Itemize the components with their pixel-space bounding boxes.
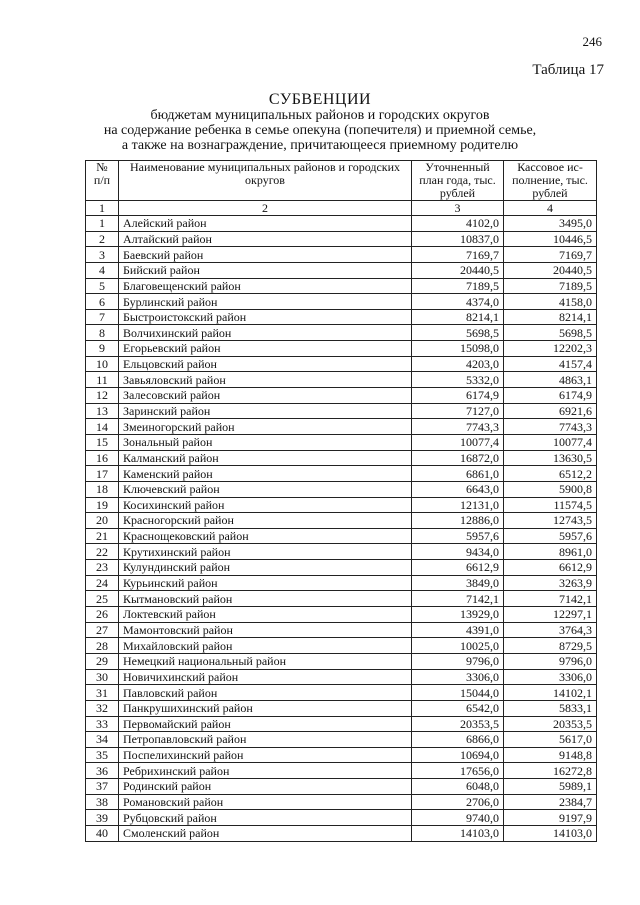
plan-value-cell: 12886,0 <box>412 513 504 529</box>
row-number-cell: 27 <box>86 622 119 638</box>
execution-value-cell: 5900,8 <box>504 481 597 497</box>
district-name-cell: Быстроистокский район <box>119 309 412 325</box>
row-number-cell: 32 <box>86 700 119 716</box>
plan-value-cell: 4374,0 <box>412 294 504 310</box>
table-row <box>86 591 597 607</box>
execution-value-cell: 12202,3 <box>504 341 597 357</box>
page-number: 246 <box>582 34 602 49</box>
execution-value-cell: 4157,4 <box>504 356 597 372</box>
plan-value-cell: 13929,0 <box>412 607 504 623</box>
table-row <box>86 622 597 638</box>
row-number-cell: 21 <box>86 528 119 544</box>
execution-value-cell: 6921,6 <box>504 403 597 419</box>
row-number-cell: 11 <box>86 372 119 388</box>
row-number-cell: 5 <box>86 278 119 294</box>
execution-value-cell: 12297,1 <box>504 607 597 623</box>
row-number-cell: 25 <box>86 591 119 607</box>
table-row <box>86 434 597 450</box>
execution-value-cell: 7189,5 <box>504 278 597 294</box>
plan-value-cell: 9740,0 <box>412 810 504 826</box>
execution-value-cell: 2384,7 <box>504 794 597 810</box>
plan-value-cell: 6174,9 <box>412 388 504 404</box>
title-block <box>0 92 640 153</box>
plan-value-cell: 2706,0 <box>412 794 504 810</box>
district-name-cell: Заринский район <box>119 403 412 419</box>
header-exec: Кассовое ис-полнение, тыс. рублей <box>504 161 597 201</box>
table-row <box>86 481 597 497</box>
execution-value-cell: 20440,5 <box>504 262 597 278</box>
table-header-row <box>86 161 597 201</box>
subtitle-line-2: на содержание ребенка в семье опекуна (попечителя) и приемной семье, <box>103 123 537 138</box>
plan-value-cell: 4203,0 <box>412 356 504 372</box>
row-number-cell: 18 <box>86 481 119 497</box>
plan-value-cell: 9796,0 <box>412 653 504 669</box>
district-name-cell: Немецкий национальный район <box>119 653 412 669</box>
execution-value-cell: 3263,9 <box>504 575 597 591</box>
table-row <box>86 544 597 560</box>
table-row <box>86 779 597 795</box>
district-name-cell: Кулундинский район <box>119 560 412 576</box>
district-name-cell: Каменский район <box>119 466 412 482</box>
execution-value-cell: 8961,0 <box>504 544 597 560</box>
table-row <box>86 669 597 685</box>
table-body <box>86 216 597 842</box>
table-row <box>86 247 597 263</box>
district-name-cell: Петропавловский район <box>119 732 412 748</box>
district-name-cell: Панкрушихинский район <box>119 700 412 716</box>
table-row <box>86 388 597 404</box>
row-number-cell: 26 <box>86 607 119 623</box>
plan-value-cell: 6643,0 <box>412 481 504 497</box>
district-name-cell: Егорьевский район <box>119 341 412 357</box>
district-name-cell: Волчихинский район <box>119 325 412 341</box>
column-index: 3 <box>412 201 504 216</box>
plan-value-cell: 6542,0 <box>412 700 504 716</box>
plan-value-cell: 7142,1 <box>412 591 504 607</box>
execution-value-cell: 3764,3 <box>504 622 597 638</box>
row-number-cell: 19 <box>86 497 119 513</box>
execution-value-cell: 9148,8 <box>504 747 597 763</box>
execution-value-cell: 4158,0 <box>504 294 597 310</box>
plan-value-cell: 20440,5 <box>412 262 504 278</box>
row-number-cell: 13 <box>86 403 119 419</box>
row-number-cell: 30 <box>86 669 119 685</box>
execution-value-cell: 3495,0 <box>504 216 597 232</box>
table-row <box>86 638 597 654</box>
district-name-cell: Новичихинский район <box>119 669 412 685</box>
table-row <box>86 732 597 748</box>
district-name-cell: Благовещенский район <box>119 278 412 294</box>
plan-value-cell: 6861,0 <box>412 466 504 482</box>
district-name-cell: Баевский район <box>119 247 412 263</box>
column-index: 2 <box>119 201 412 216</box>
table-row <box>86 216 597 232</box>
plan-value-cell: 7189,5 <box>412 278 504 294</box>
header-plan: Уточненный план года, тыс. рублей <box>412 161 504 201</box>
table-row <box>86 356 597 372</box>
plan-value-cell: 5332,0 <box>412 372 504 388</box>
district-name-cell: Первомайский район <box>119 716 412 732</box>
plan-value-cell: 9434,0 <box>412 544 504 560</box>
column-index-row <box>86 201 597 216</box>
plan-value-cell: 12131,0 <box>412 497 504 513</box>
district-name-cell: Поспелихинский район <box>119 747 412 763</box>
row-number-cell: 36 <box>86 763 119 779</box>
row-number-cell: 38 <box>86 794 119 810</box>
execution-value-cell: 6512,2 <box>504 466 597 482</box>
subventions-table <box>85 160 597 842</box>
district-name-cell: Алтайский район <box>119 231 412 247</box>
table-row <box>86 513 597 529</box>
execution-value-cell: 13630,5 <box>504 450 597 466</box>
plan-value-cell: 4391,0 <box>412 622 504 638</box>
row-number-cell: 20 <box>86 513 119 529</box>
table-row <box>86 497 597 513</box>
column-index: 4 <box>504 201 597 216</box>
plan-value-cell: 4102,0 <box>412 216 504 232</box>
district-name-cell: Романовский район <box>119 794 412 810</box>
district-name-cell: Кытмановский район <box>119 591 412 607</box>
district-name-cell: Родинский район <box>119 779 412 795</box>
row-number-cell: 4 <box>86 262 119 278</box>
row-number-cell: 37 <box>86 779 119 795</box>
row-number-cell: 28 <box>86 638 119 654</box>
execution-value-cell: 3306,0 <box>504 669 597 685</box>
row-number-cell: 39 <box>86 810 119 826</box>
row-number-cell: 16 <box>86 450 119 466</box>
execution-value-cell: 9796,0 <box>504 653 597 669</box>
district-name-cell: Крутихинский район <box>119 544 412 560</box>
execution-value-cell: 16272,8 <box>504 763 597 779</box>
row-number-cell: 33 <box>86 716 119 732</box>
table-row <box>86 528 597 544</box>
execution-value-cell: 5989,1 <box>504 779 597 795</box>
execution-value-cell: 5698,5 <box>504 325 597 341</box>
plan-value-cell: 20353,5 <box>412 716 504 732</box>
subtitle-line-1: бюджетам муниципальных районов и городских округов <box>150 108 490 123</box>
district-name-cell: Ребрихинский район <box>119 763 412 779</box>
plan-value-cell: 5698,5 <box>412 325 504 341</box>
execution-value-cell: 14102,1 <box>504 685 597 701</box>
table-row <box>86 278 597 294</box>
table-row <box>86 325 597 341</box>
execution-value-cell: 8214,1 <box>504 309 597 325</box>
execution-value-cell: 6174,9 <box>504 388 597 404</box>
row-number-cell: 14 <box>86 419 119 435</box>
table-row <box>86 747 597 763</box>
row-number-cell: 3 <box>86 247 119 263</box>
district-name-cell: Красногорский район <box>119 513 412 529</box>
row-number-cell: 34 <box>86 732 119 748</box>
row-number-cell: 24 <box>86 575 119 591</box>
execution-value-cell: 5957,6 <box>504 528 597 544</box>
plan-value-cell: 5957,6 <box>412 528 504 544</box>
plan-value-cell: 10837,0 <box>412 231 504 247</box>
plan-value-cell: 15098,0 <box>412 341 504 357</box>
district-name-cell: Змеиногорский район <box>119 419 412 435</box>
row-number-cell: 10 <box>86 356 119 372</box>
district-name-cell: Павловский район <box>119 685 412 701</box>
execution-value-cell: 7169,7 <box>504 247 597 263</box>
table-row <box>86 419 597 435</box>
row-number-cell: 6 <box>86 294 119 310</box>
row-number-cell: 8 <box>86 325 119 341</box>
execution-value-cell: 12743,5 <box>504 513 597 529</box>
plan-value-cell: 17656,0 <box>412 763 504 779</box>
district-name-cell: Бийский район <box>119 262 412 278</box>
district-name-cell: Косихинский район <box>119 497 412 513</box>
execution-value-cell: 9197,9 <box>504 810 597 826</box>
execution-value-cell: 11574,5 <box>504 497 597 513</box>
table-row <box>86 794 597 810</box>
execution-value-cell: 20353,5 <box>504 716 597 732</box>
district-name-cell: Калманский район <box>119 450 412 466</box>
district-name-cell: Смоленский район <box>119 825 412 841</box>
execution-value-cell: 10077,4 <box>504 434 597 450</box>
row-number-cell: 7 <box>86 309 119 325</box>
subtitle-line-3: а также на вознаграждение, причитающееся приемному родителю <box>121 138 519 153</box>
header-num: № п/п <box>86 161 119 201</box>
table-row <box>86 450 597 466</box>
table-row <box>86 700 597 716</box>
table-row <box>86 262 597 278</box>
table-row <box>86 575 597 591</box>
plan-value-cell: 3849,0 <box>412 575 504 591</box>
execution-value-cell: 7743,3 <box>504 419 597 435</box>
execution-value-cell: 6612,9 <box>504 560 597 576</box>
plan-value-cell: 7169,7 <box>412 247 504 263</box>
row-number-cell: 23 <box>86 560 119 576</box>
row-number-cell: 9 <box>86 341 119 357</box>
plan-value-cell: 10077,4 <box>412 434 504 450</box>
plan-value-cell: 16872,0 <box>412 450 504 466</box>
district-name-cell: Залесовский район <box>119 388 412 404</box>
plan-value-cell: 8214,1 <box>412 309 504 325</box>
row-number-cell: 1 <box>86 216 119 232</box>
table-row <box>86 653 597 669</box>
row-number-cell: 17 <box>86 466 119 482</box>
district-name-cell: Курьинский район <box>119 575 412 591</box>
district-name-cell: Михайловский район <box>119 638 412 654</box>
table-row <box>86 341 597 357</box>
document-title: СУБВЕНЦИИ <box>268 91 372 108</box>
table-row <box>86 403 597 419</box>
execution-value-cell: 5617,0 <box>504 732 597 748</box>
table-label: Таблица 17 <box>532 62 604 78</box>
table-row <box>86 825 597 841</box>
district-name-cell: Ельцовский район <box>119 356 412 372</box>
table-row <box>86 685 597 701</box>
plan-value-cell: 3306,0 <box>412 669 504 685</box>
plan-value-cell: 7743,3 <box>412 419 504 435</box>
execution-value-cell: 4863,1 <box>504 372 597 388</box>
execution-value-cell: 10446,5 <box>504 231 597 247</box>
plan-value-cell: 7127,0 <box>412 403 504 419</box>
execution-value-cell: 5833,1 <box>504 700 597 716</box>
table-row <box>86 607 597 623</box>
plan-value-cell: 10694,0 <box>412 747 504 763</box>
district-name-cell: Локтевский район <box>119 607 412 623</box>
row-number-cell: 12 <box>86 388 119 404</box>
plan-value-cell: 14103,0 <box>412 825 504 841</box>
table-row <box>86 294 597 310</box>
district-name-cell: Алейский район <box>119 216 412 232</box>
district-name-cell: Завьяловский район <box>119 372 412 388</box>
header-name: Наименование муниципальных районов и городских округов <box>119 161 412 201</box>
execution-value-cell: 14103,0 <box>504 825 597 841</box>
table-row <box>86 763 597 779</box>
table-row <box>86 231 597 247</box>
row-number-cell: 2 <box>86 231 119 247</box>
row-number-cell: 15 <box>86 434 119 450</box>
table-row <box>86 716 597 732</box>
plan-value-cell: 6612,9 <box>412 560 504 576</box>
table-row <box>86 810 597 826</box>
plan-value-cell: 6866,0 <box>412 732 504 748</box>
table-row <box>86 309 597 325</box>
district-name-cell: Бурлинский район <box>119 294 412 310</box>
row-number-cell: 40 <box>86 825 119 841</box>
column-index: 1 <box>86 201 119 216</box>
district-name-cell: Ключевский район <box>119 481 412 497</box>
table-row <box>86 466 597 482</box>
district-name-cell: Мамонтовский район <box>119 622 412 638</box>
district-name-cell: Краснощековский район <box>119 528 412 544</box>
execution-value-cell: 7142,1 <box>504 591 597 607</box>
row-number-cell: 31 <box>86 685 119 701</box>
plan-value-cell: 15044,0 <box>412 685 504 701</box>
table-row <box>86 372 597 388</box>
row-number-cell: 29 <box>86 653 119 669</box>
plan-value-cell: 10025,0 <box>412 638 504 654</box>
district-name-cell: Рубцовский район <box>119 810 412 826</box>
table-row <box>86 560 597 576</box>
district-name-cell: Зональный район <box>119 434 412 450</box>
plan-value-cell: 6048,0 <box>412 779 504 795</box>
row-number-cell: 35 <box>86 747 119 763</box>
execution-value-cell: 8729,5 <box>504 638 597 654</box>
row-number-cell: 22 <box>86 544 119 560</box>
